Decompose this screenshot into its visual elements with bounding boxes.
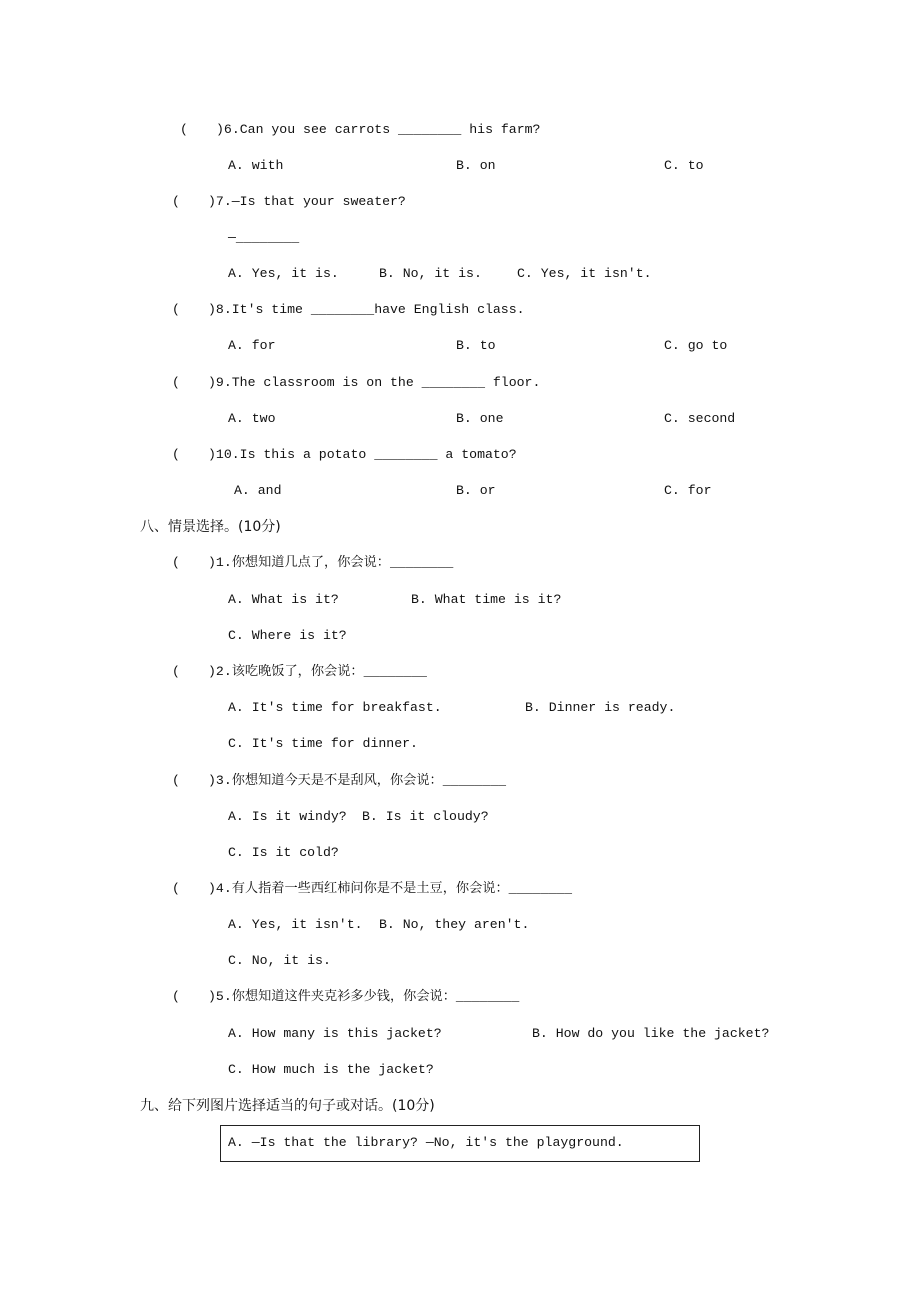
option-b: B. or [456, 483, 496, 498]
option-a: A. What is it? [228, 592, 339, 607]
answer-paren: ( [172, 555, 180, 570]
answer-paren: ( [172, 447, 180, 462]
option-a: A. two [228, 411, 276, 426]
option-b: B. What time is it? [411, 592, 562, 607]
question-stem: )4.有人指着一些西红柿问你是不是土豆，你会说：________ [208, 881, 572, 896]
option-a: A. for [228, 338, 276, 353]
answer-paren: ( [180, 122, 188, 137]
section-title: 八、情景选择。(10分) [140, 519, 281, 535]
section-title: 九、给下列图片选择适当的句子或对话。(10分) [140, 1098, 435, 1114]
option-a: A. Yes, it isn't. [228, 917, 363, 932]
answer-paren: ( [172, 773, 180, 788]
option-c: C. It's time for dinner. [228, 736, 418, 751]
answer-paren: ( [172, 194, 180, 209]
option-a: A. Yes, it is. [228, 266, 339, 281]
answer-paren: ( [172, 881, 180, 896]
question-stem: )10.Is this a potato ________ a tomato? [208, 447, 517, 462]
option-c: C. Is it cold? [228, 845, 339, 860]
option-a: A. with [228, 158, 284, 173]
option-b: B. on [456, 158, 496, 173]
option-c: C. second [664, 411, 736, 426]
answer-paren: ( [172, 302, 180, 317]
option-b: B. Dinner is ready. [525, 700, 676, 715]
question-stem: )6.Can you see carrots ________ his farm? [216, 122, 541, 137]
option-a: A. and [234, 483, 282, 498]
question-stem: )8.It's time ________have English class. [208, 302, 525, 317]
option-a: A. Is it windy? [228, 809, 347, 824]
question-stem: )9.The classroom is on the ________ floor. [208, 375, 541, 390]
answer-paren: ( [172, 375, 180, 390]
reply-blank: —________ [228, 230, 300, 245]
question-stem: )7.—Is that your sweater? [208, 194, 406, 209]
option-b: B. No, it is. [379, 266, 482, 281]
option-b: B. to [456, 338, 496, 353]
option-c: C. go to [664, 338, 728, 353]
option-b: B. No, they aren't. [379, 917, 530, 932]
option-c: C. to [664, 158, 704, 173]
question-stem: )1.你想知道几点了，你会说：________ [208, 555, 454, 570]
option-c: C. No, it is. [228, 953, 331, 968]
question-stem: )3.你想知道今天是不是刮风，你会说：________ [208, 773, 507, 788]
option-c: C. for [664, 483, 712, 498]
option-c: C. How much is the jacket? [228, 1062, 434, 1077]
option-b: B. Is it cloudy? [362, 809, 489, 824]
option-c: C. Where is it? [228, 628, 347, 643]
answer-paren: ( [172, 664, 180, 679]
answer-paren: ( [172, 989, 180, 1004]
option-b: B. one [456, 411, 504, 426]
option-a: A. How many is this jacket? [228, 1026, 442, 1041]
option-c: C. Yes, it isn't. [517, 266, 652, 281]
option-a: A. —Is that the library? —No, it's the playground. [228, 1135, 624, 1150]
option-a: A. It's time for breakfast. [228, 700, 442, 715]
option-b: B. How do you like the jacket? [532, 1026, 770, 1041]
question-stem: )2.该吃晚饭了，你会说：________ [208, 664, 427, 679]
question-stem: )5.你想知道这件夹克衫多少钱，你会说：________ [208, 989, 520, 1004]
